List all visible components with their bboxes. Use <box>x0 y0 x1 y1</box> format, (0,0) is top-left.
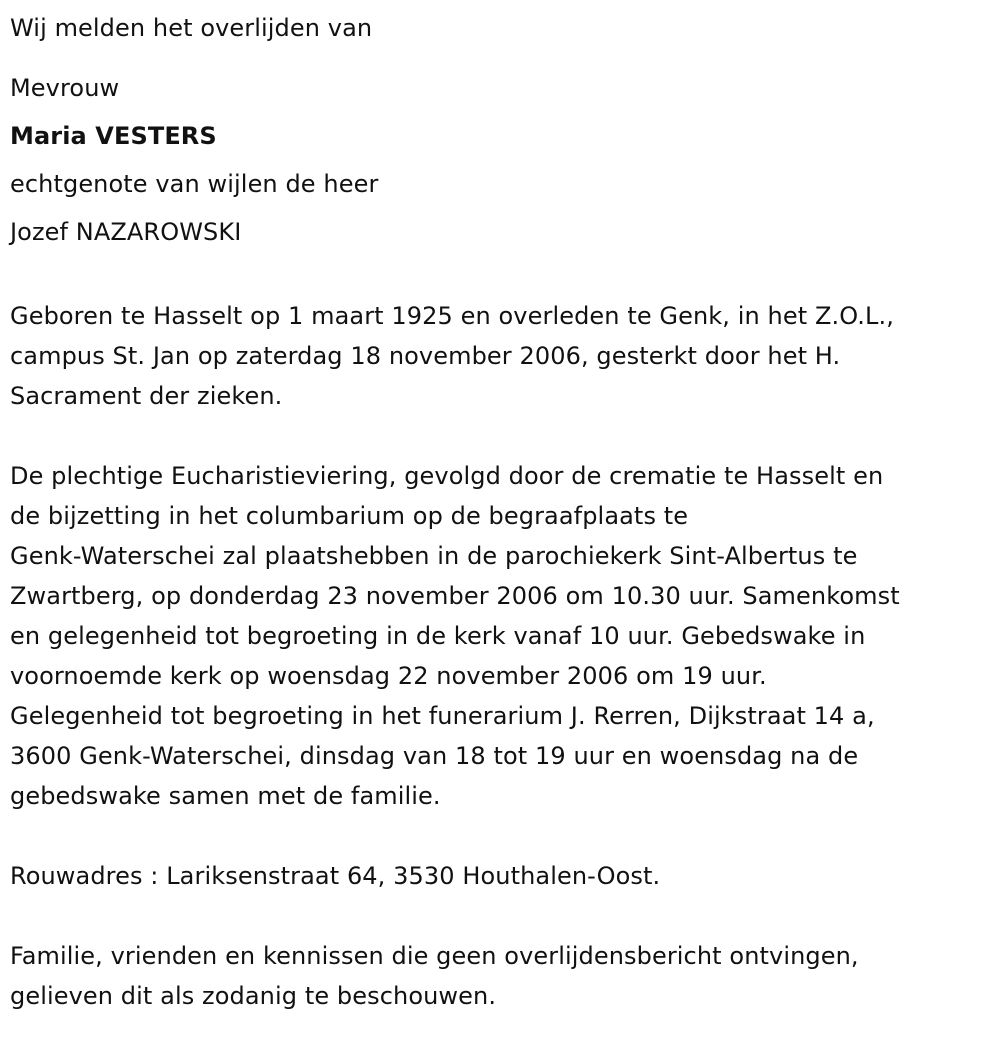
spacer <box>10 896 995 936</box>
paragraph-line: en gelegenheid tot begroeting in de kerk vanaf 10 uur. Gebedswake in <box>10 622 866 650</box>
spacer <box>10 416 995 456</box>
intro-line: Wij melden het overlijden van <box>10 14 373 42</box>
paragraph-line: Genk-Waterschei zal plaatshebben in de parochiekerk Sint-Albertus te <box>10 542 858 570</box>
spacer <box>10 816 995 856</box>
paragraph-line: Sacrament der zieken. <box>10 382 283 410</box>
paragraph-line: voornoemde kerk op woensdag 22 november 2006 om 19 uur. <box>10 662 767 690</box>
name-block <box>10 64 995 256</box>
birth-death-paragraph <box>10 296 995 416</box>
closing-paragraph <box>10 936 995 1016</box>
paragraph-line: de bijzetting in het columbarium op de begraafplaats te <box>10 502 689 530</box>
paragraph-line: campus St. Jan op zaterdag 18 november 2006, gesterkt door het H. <box>10 342 841 370</box>
paragraph-line: De plechtige Eucharistieviering, gevolgd door de crematie te Hasselt en <box>10 462 884 490</box>
deceased-name: Maria VESTERS <box>10 122 217 150</box>
spouse-name: Jozef NAZAROWSKI <box>10 218 242 246</box>
paragraph-line: gebedswake samen met de familie. <box>10 782 441 810</box>
ceremony-paragraph <box>10 456 995 816</box>
paragraph-line: 3600 Genk-Waterschei, dinsdag van 18 tot 19 uur en woensdag na de <box>10 742 859 770</box>
spacer <box>10 256 995 296</box>
paragraph-line: Familie, vrienden en kennissen die geen overlijdensbericht ontvingen, <box>10 942 859 970</box>
paragraph-line: Geboren te Hasselt op 1 maart 1925 en overleden te Genk, in het Z.O.L., <box>10 302 894 330</box>
paragraph-line: gelieven dit als zodanig te beschouwen. <box>10 982 497 1010</box>
paragraph-line: Gelegenheid tot begroeting in het funerarium J. Rerren, Dijkstraat 14 a, <box>10 702 875 730</box>
mourning-address: Rouwadres : Lariksenstraat 64, 3530 Houthalen-Oost. <box>10 862 661 890</box>
paragraph-line: Zwartberg, op donderdag 23 november 2006 om 10.30 uur. Samenkomst <box>10 582 900 610</box>
death-notice <box>10 8 995 1016</box>
relation-line: echtgenote van wijlen de heer <box>10 170 379 198</box>
honorific: Mevrouw <box>10 74 120 102</box>
